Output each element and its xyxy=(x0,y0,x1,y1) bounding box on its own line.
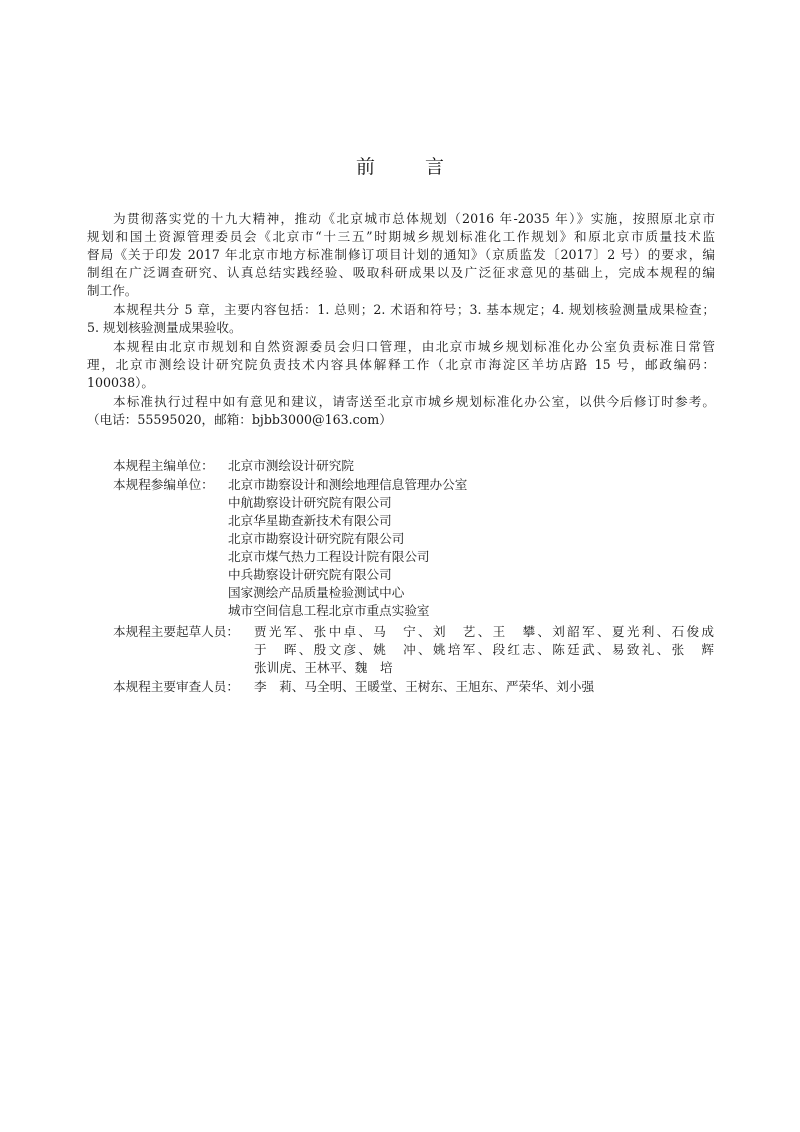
co-editor-item: 国家测绘产品质量检验测试中心 xyxy=(228,585,405,600)
reviewers-label: 本规程主要审查人员： xyxy=(113,679,239,694)
page-title xyxy=(0,152,800,179)
paragraph-line: 制组在广泛调查研究、认真总结实践经验、吸取科研成果以及广泛征求意见的基础上，完成本规程的编 xyxy=(87,265,715,280)
paragraph-line: 为贯彻落实党的十九大精神，推动《北京城市总体规划（2016 年-2035 年）》实施，按照原北京市 xyxy=(113,211,715,226)
drafters-line: 张训虎、王林平、魏 培 xyxy=(254,660,393,675)
reviewers-value: 李 莉、马全明、王暖堂、王树东、王旭东、严荣华、刘小强 xyxy=(254,679,595,694)
drafters-line: 贾光军、张中卓、马 宁、刘 艺、王 攀、刘韶军、夏光利、石俊成 xyxy=(254,624,714,639)
paragraph-line: （电话：55595020，邮箱：bjbb3000@163.com） xyxy=(87,412,392,427)
paragraph-line: 本标准执行过程中如有意见和建议，请寄送至北京市城乡规划标准化办公室，以供今后修订时参考。 xyxy=(113,394,715,409)
co-editor-item: 中兵勘察设计研究院有限公司 xyxy=(228,567,392,582)
co-editor-item: 北京市勘察设计研究院有限公司 xyxy=(228,531,405,546)
paragraph-line: 100038）。 xyxy=(87,375,154,390)
co-editor-item: 城市空间信息工程北京市重点实验室 xyxy=(228,603,430,618)
co-editor-item: 北京市勘察设计和测绘地理信息管理办公室 xyxy=(228,477,468,492)
co-editor-item: 北京市煤气热力工程设计院有限公司 xyxy=(228,549,430,564)
paragraph-line: 理，北京市测绘设计研究院负责技术内容具体解释工作（北京市海淀区羊坊店路 15 号，邮政编码： xyxy=(87,357,715,372)
title-char-1: 前 xyxy=(355,156,375,178)
paragraph-line: 5. 规划核验测量成果验收。 xyxy=(87,320,242,335)
co-editor-item: 中航勘察设计研究院有限公司 xyxy=(228,495,392,510)
chief-editor-label: 本规程主编单位： xyxy=(113,458,214,473)
paragraph-line: 制工作。 xyxy=(87,283,138,298)
co-editor-item: 北京华星勘查新技术有限公司 xyxy=(228,513,392,528)
title-char-2: 言 xyxy=(425,156,445,178)
co-editors-label: 本规程参编单位： xyxy=(113,477,214,492)
chief-editor-value: 北京市测绘设计研究院 xyxy=(228,458,354,473)
paragraph-line: 本规程由北京市规划和自然资源委员会归口管理，由北京市城乡规划标准化办公室负责标准日常管 xyxy=(113,339,715,354)
paragraph-line: 规划和国土资源管理委员会《北京市“十三五”时期城乡规划标准化工作规划》和原北京市质量技术监 xyxy=(87,229,715,244)
drafters-label: 本规程主要起草人员： xyxy=(113,624,239,639)
paragraph-line: 督局《关于印发 2017 年北京市地方标准制修订项目计划的通知》（京质监发〔2017〕2 号）的要求，编 xyxy=(87,247,715,262)
paragraph-line: 本规程共分 5 章，主要内容包括：1. 总则；2. 术语和符号；3. 基本规定；4. 规划核验测量成果检查； xyxy=(113,302,715,317)
drafters-line: 于 晖、殷文彦、姚 冲、姚培军、段红志、陈廷武、易致礼、张 辉 xyxy=(254,642,714,657)
